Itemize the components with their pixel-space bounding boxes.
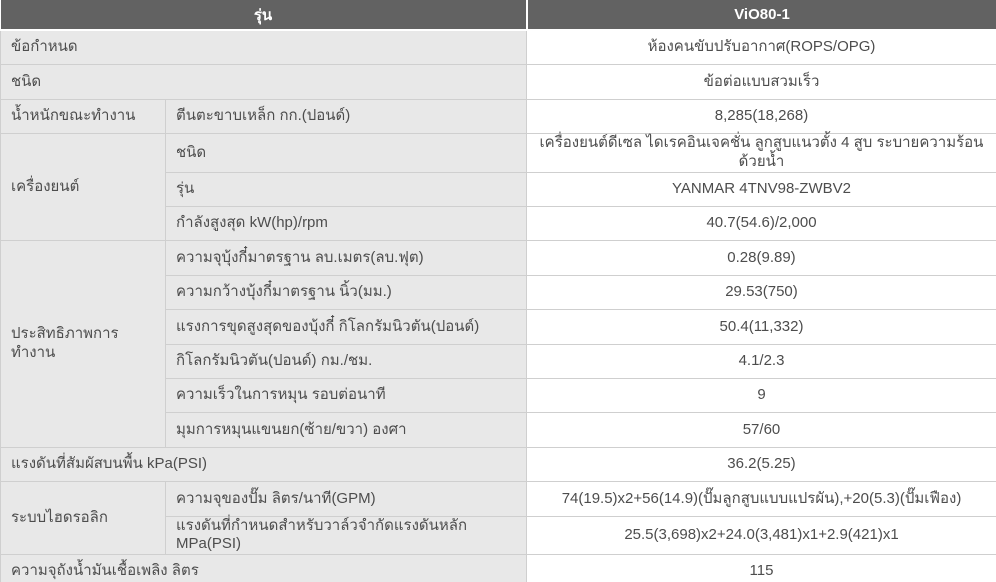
label-cell: ความกว้างบุ้งกี๋มาตรฐาน นิ้ว(มม.): [166, 275, 527, 309]
value-cell: 8,285(18,268): [527, 99, 996, 133]
label-cell: แรงการขุดสูงสุดของบุ้งกี๋ กิโลกรัมนิวตัน(ปอนด์): [166, 310, 527, 344]
label-cell: ความจุถังน้ำมันเชื้อเพลิง ลิตร: [1, 555, 527, 582]
spec-row: [1, 30, 996, 65]
value-cell: ข้อต่อแบบสวมเร็ว: [527, 65, 996, 99]
value-cell: 4.1/2.3: [527, 344, 996, 378]
spec-row: [1, 134, 996, 173]
spec-row: [1, 482, 996, 516]
header-model-value: ViO80-1: [527, 0, 996, 30]
group-cell: น้ำหนักขณะทำงาน: [1, 99, 166, 133]
group-cell: ระบบไฮดรอลิก: [1, 482, 166, 555]
label-cell: ความเร็วในการหมุน รอบต่อนาที: [166, 379, 527, 413]
value-cell: 9: [527, 379, 996, 413]
label-cell: ชนิด: [166, 134, 527, 173]
label-cell: กิโลกรัมนิวตัน(ปอนด์) กม./ชม.: [166, 344, 527, 378]
header-model-label: รุ่น: [1, 0, 527, 30]
value-cell: 29.53(750): [527, 275, 996, 309]
value-cell: 25.5(3,698)x2+24.0(3,481)x1+2.9(421)x1: [527, 516, 996, 555]
spec-row: [1, 65, 996, 99]
value-cell: 74(19.5)x2+56(14.9)(ปั๊มลูกสูบแบบแปรผัน),+20(5.3)(ปั๊มเฟือง): [527, 482, 996, 516]
value-cell: 115: [527, 555, 996, 582]
label-cell: แรงดันที่สัมผัสบนพื้น kPa(PSI): [1, 447, 527, 481]
value-cell: เครื่องยนต์ดีเซล ไดเรคอินเจคชั่น ลูกสูบแนวตั้ง 4 สูบ ระบายความร้อนด้วยน้ำ: [527, 134, 996, 173]
value-cell: 36.2(5.25): [527, 447, 996, 481]
spec-row: [1, 447, 996, 481]
label-cell: กำลังสูงสุด kW(hp)/rpm: [166, 207, 527, 241]
label-cell: ความจุบุ้งกี๋มาตรฐาน ลบ.เมตร(ลบ.ฟุต): [166, 241, 527, 275]
label-cell: แรงดันที่กำหนดสำหรับวาล์วจำกัดแรงดันหลัก MPa(PSI): [166, 516, 527, 555]
value-cell: YANMAR 4TNV98-ZWBV2: [527, 172, 996, 206]
label-cell: ข้อกำหนด: [1, 30, 527, 65]
value-cell: ห้องคนขับปรับอากาศ(ROPS/OPG): [527, 30, 996, 65]
spec-row: [1, 99, 996, 133]
label-cell: รุ่น: [166, 172, 527, 206]
label-cell: ความจุของปั๊ม ลิตร/นาที(GPM): [166, 482, 527, 516]
header-row: [1, 0, 996, 30]
spec-row: [1, 241, 996, 275]
group-cell: เครื่องยนต์: [1, 134, 166, 241]
label-cell: มุมการหมุนแขนยก(ซ้าย/ขวา) องศา: [166, 413, 527, 447]
value-cell: 40.7(54.6)/2,000: [527, 207, 996, 241]
label-cell: ชนิด: [1, 65, 527, 99]
label-cell: ตีนตะขาบเหล็ก กก.(ปอนด์): [166, 99, 527, 133]
value-cell: 50.4(11,332): [527, 310, 996, 344]
group-cell: ประสิทธิภาพการทำงาน: [1, 241, 166, 447]
value-cell: 57/60: [527, 413, 996, 447]
value-cell: 0.28(9.89): [527, 241, 996, 275]
spec-row: [1, 555, 996, 582]
